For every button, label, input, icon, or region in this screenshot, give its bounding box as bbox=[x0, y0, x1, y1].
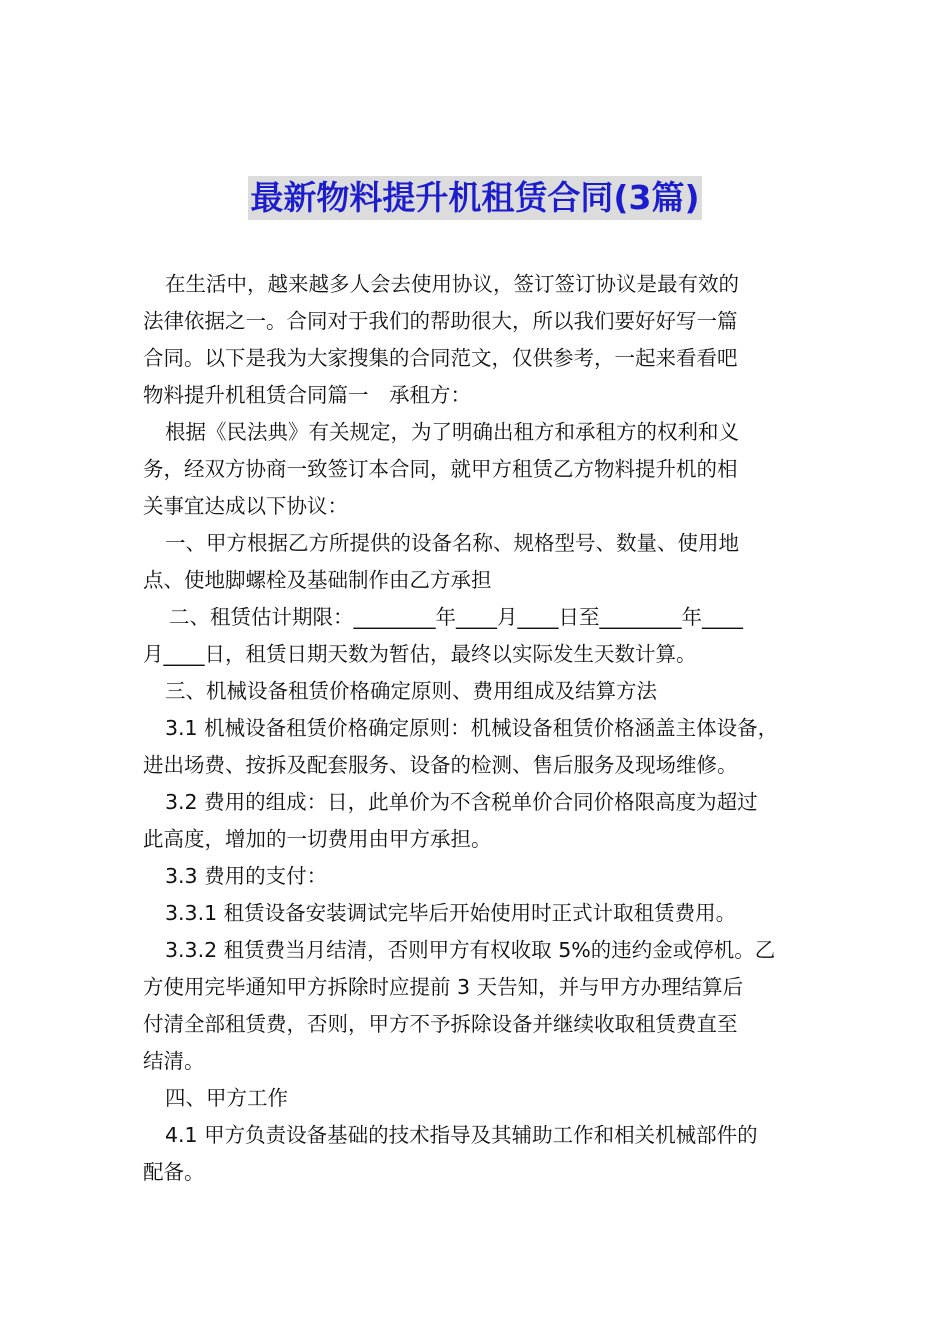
document-title: 最新物料提升机租赁合同(3篇) bbox=[248, 176, 701, 220]
paragraph-line: 4.1 甲方负责设备基础的技术指导及其辅助工作和相关机械部件的 bbox=[165, 1123, 758, 1147]
document-body bbox=[143, 266, 823, 1191]
paragraph-line: 在生活中，越来越多人会去使用协议，签订签订协议是最有效的 bbox=[165, 272, 739, 296]
paragraph-line: 物料提升机租赁合同篇一 承租方： bbox=[143, 383, 471, 407]
paragraph-line: 根据《民法典》有关规定，为了明确出租方和承租方的权利和义 bbox=[165, 420, 739, 444]
paragraph-line: 二、租赁估计期限：________年____月____日至________年____ bbox=[169, 605, 743, 629]
paragraph-line: 结清。 bbox=[143, 1049, 205, 1073]
paragraph-line: 3.2 费用的组成：日，此单价为不含税单价合同价格限高度为超过 bbox=[165, 790, 758, 814]
paragraph-line: 合同。以下是我为大家搜集的合同范文，仅供参考，一起来看看吧 bbox=[143, 346, 738, 370]
paragraph-line: 付清全部租赁费，否则，甲方不予拆除设备并继续收取租赁费直至 bbox=[143, 1012, 738, 1036]
paragraph-line: 点、使地脚螺栓及基础制作由乙方承担 bbox=[143, 568, 492, 592]
paragraph-line: 一、甲方根据乙方所提供的设备名称、规格型号、数量、使用地 bbox=[165, 531, 739, 555]
paragraph-line: 三、机械设备租赁价格确定原则、费用组成及结算方法 bbox=[165, 679, 657, 703]
paragraph-line: 3.1 机械设备租赁价格确定原则：机械设备租赁价格涵盖主体设备， bbox=[165, 716, 779, 740]
paragraph-line: 法律依据之一。合同对于我们的帮助很大，所以我们要好好写一篇 bbox=[143, 309, 738, 333]
paragraph-line: 四、甲方工作 bbox=[165, 1086, 288, 1110]
title-container bbox=[0, 176, 950, 220]
paragraph-line: 3.3.2 租赁费当月结清，否则甲方有权收取 5%的违约金或停机。乙 bbox=[165, 938, 776, 962]
paragraph-line: 务，经双方协商一致签订本合同，就甲方租赁乙方物料提升机的相 bbox=[143, 457, 738, 481]
paragraph-line: 进出场费、按拆及配套服务、设备的检测、售后服务及现场维修。 bbox=[143, 753, 738, 777]
paragraph-line: 关事宜达成以下协议： bbox=[143, 494, 348, 518]
paragraph-line: 此高度，增加的一切费用由甲方承担。 bbox=[143, 827, 492, 851]
paragraph-line: 配备。 bbox=[143, 1160, 205, 1184]
paragraph-line: 3.3 费用的支付： bbox=[165, 864, 328, 888]
paragraph-line: 3.3.1 租赁设备安装调试完毕后开始使用时正式计取租赁费用。 bbox=[165, 901, 737, 925]
paragraph-line: 月____日，租赁日期天数为暂估，最终以实际发生天数计算。 bbox=[143, 642, 697, 666]
paragraph-line: 方使用完毕通知甲方拆除时应提前 3 天告知，并与甲方办理结算后 bbox=[143, 975, 744, 999]
